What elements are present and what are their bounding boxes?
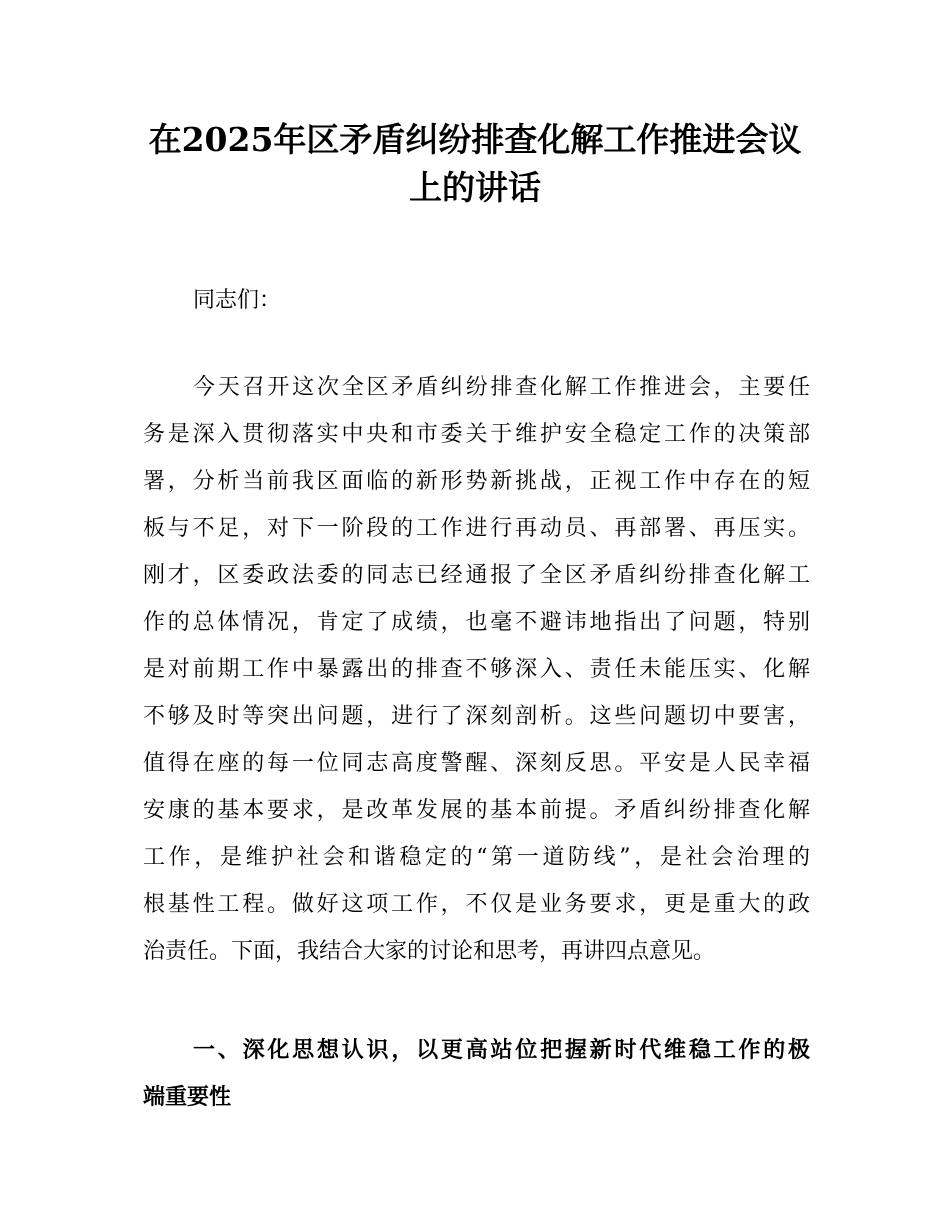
document-title [130,116,820,212]
paragraph-line: 刚才，区委政法委的同志已经通报了全区矛盾纠纷排查化解工 [143,563,810,588]
greeting-text: 同志们： [193,288,282,313]
paragraph-line: 工作，是维护社会和谐稳定的“第一道防线”，是社会治理的 [143,845,810,870]
greeting [143,277,810,324]
paragraph-line: 务是深入贯彻落实中央和市委关于维护安全稳定工作的决策部 [143,422,810,447]
paragraph-line: 是对前期工作中暴露出的排查不够深入、责任未能压实、化解 [143,657,810,682]
section-heading-1 [143,1027,810,1121]
paragraph-line: 治责任。下面，我结合大家的讨论和思考，再讲四点意见。 [143,939,716,964]
paragraph-line: 署，分析当前我区面临的新形势新挑战，正视工作中存在的短 [143,469,810,494]
paragraph-line: 板与不足，对下一阶段的工作进行再动员、再部署、再压实。 [143,516,810,541]
paragraph-line: 安康的基本要求，是改革发展的基本前提。矛盾纠纷排查化解 [143,798,810,823]
paragraph-line: 今天召开这次全区矛盾纠纷排查化解工作推进会，主要任 [193,375,810,400]
heading-line: 端重要性 [143,1084,232,1110]
paragraph-line: 值得在座的每一位同志高度警醒、深刻反思。平安是人民幸福 [143,751,810,776]
paragraph-line: 不够及时等突出问题，进行了深刻剖析。这些问题切中要害， [143,704,810,729]
opening-paragraph [143,364,810,975]
title-line-2: 上的讲话 [409,168,541,207]
title-line-1: 在2025年区矛盾纠纷排查化解工作推进会议 [148,120,802,159]
paragraph-line: 作的总体情况，肯定了成绩，也毫不避讳地指出了问题，特别 [143,610,810,635]
heading-line: 一、深化思想认识，以更高站位把握新时代维稳工作的极 [193,1037,810,1063]
paragraph-line: 根基性工程。做好这项工作，不仅是业务要求，更是重大的政 [143,892,810,917]
